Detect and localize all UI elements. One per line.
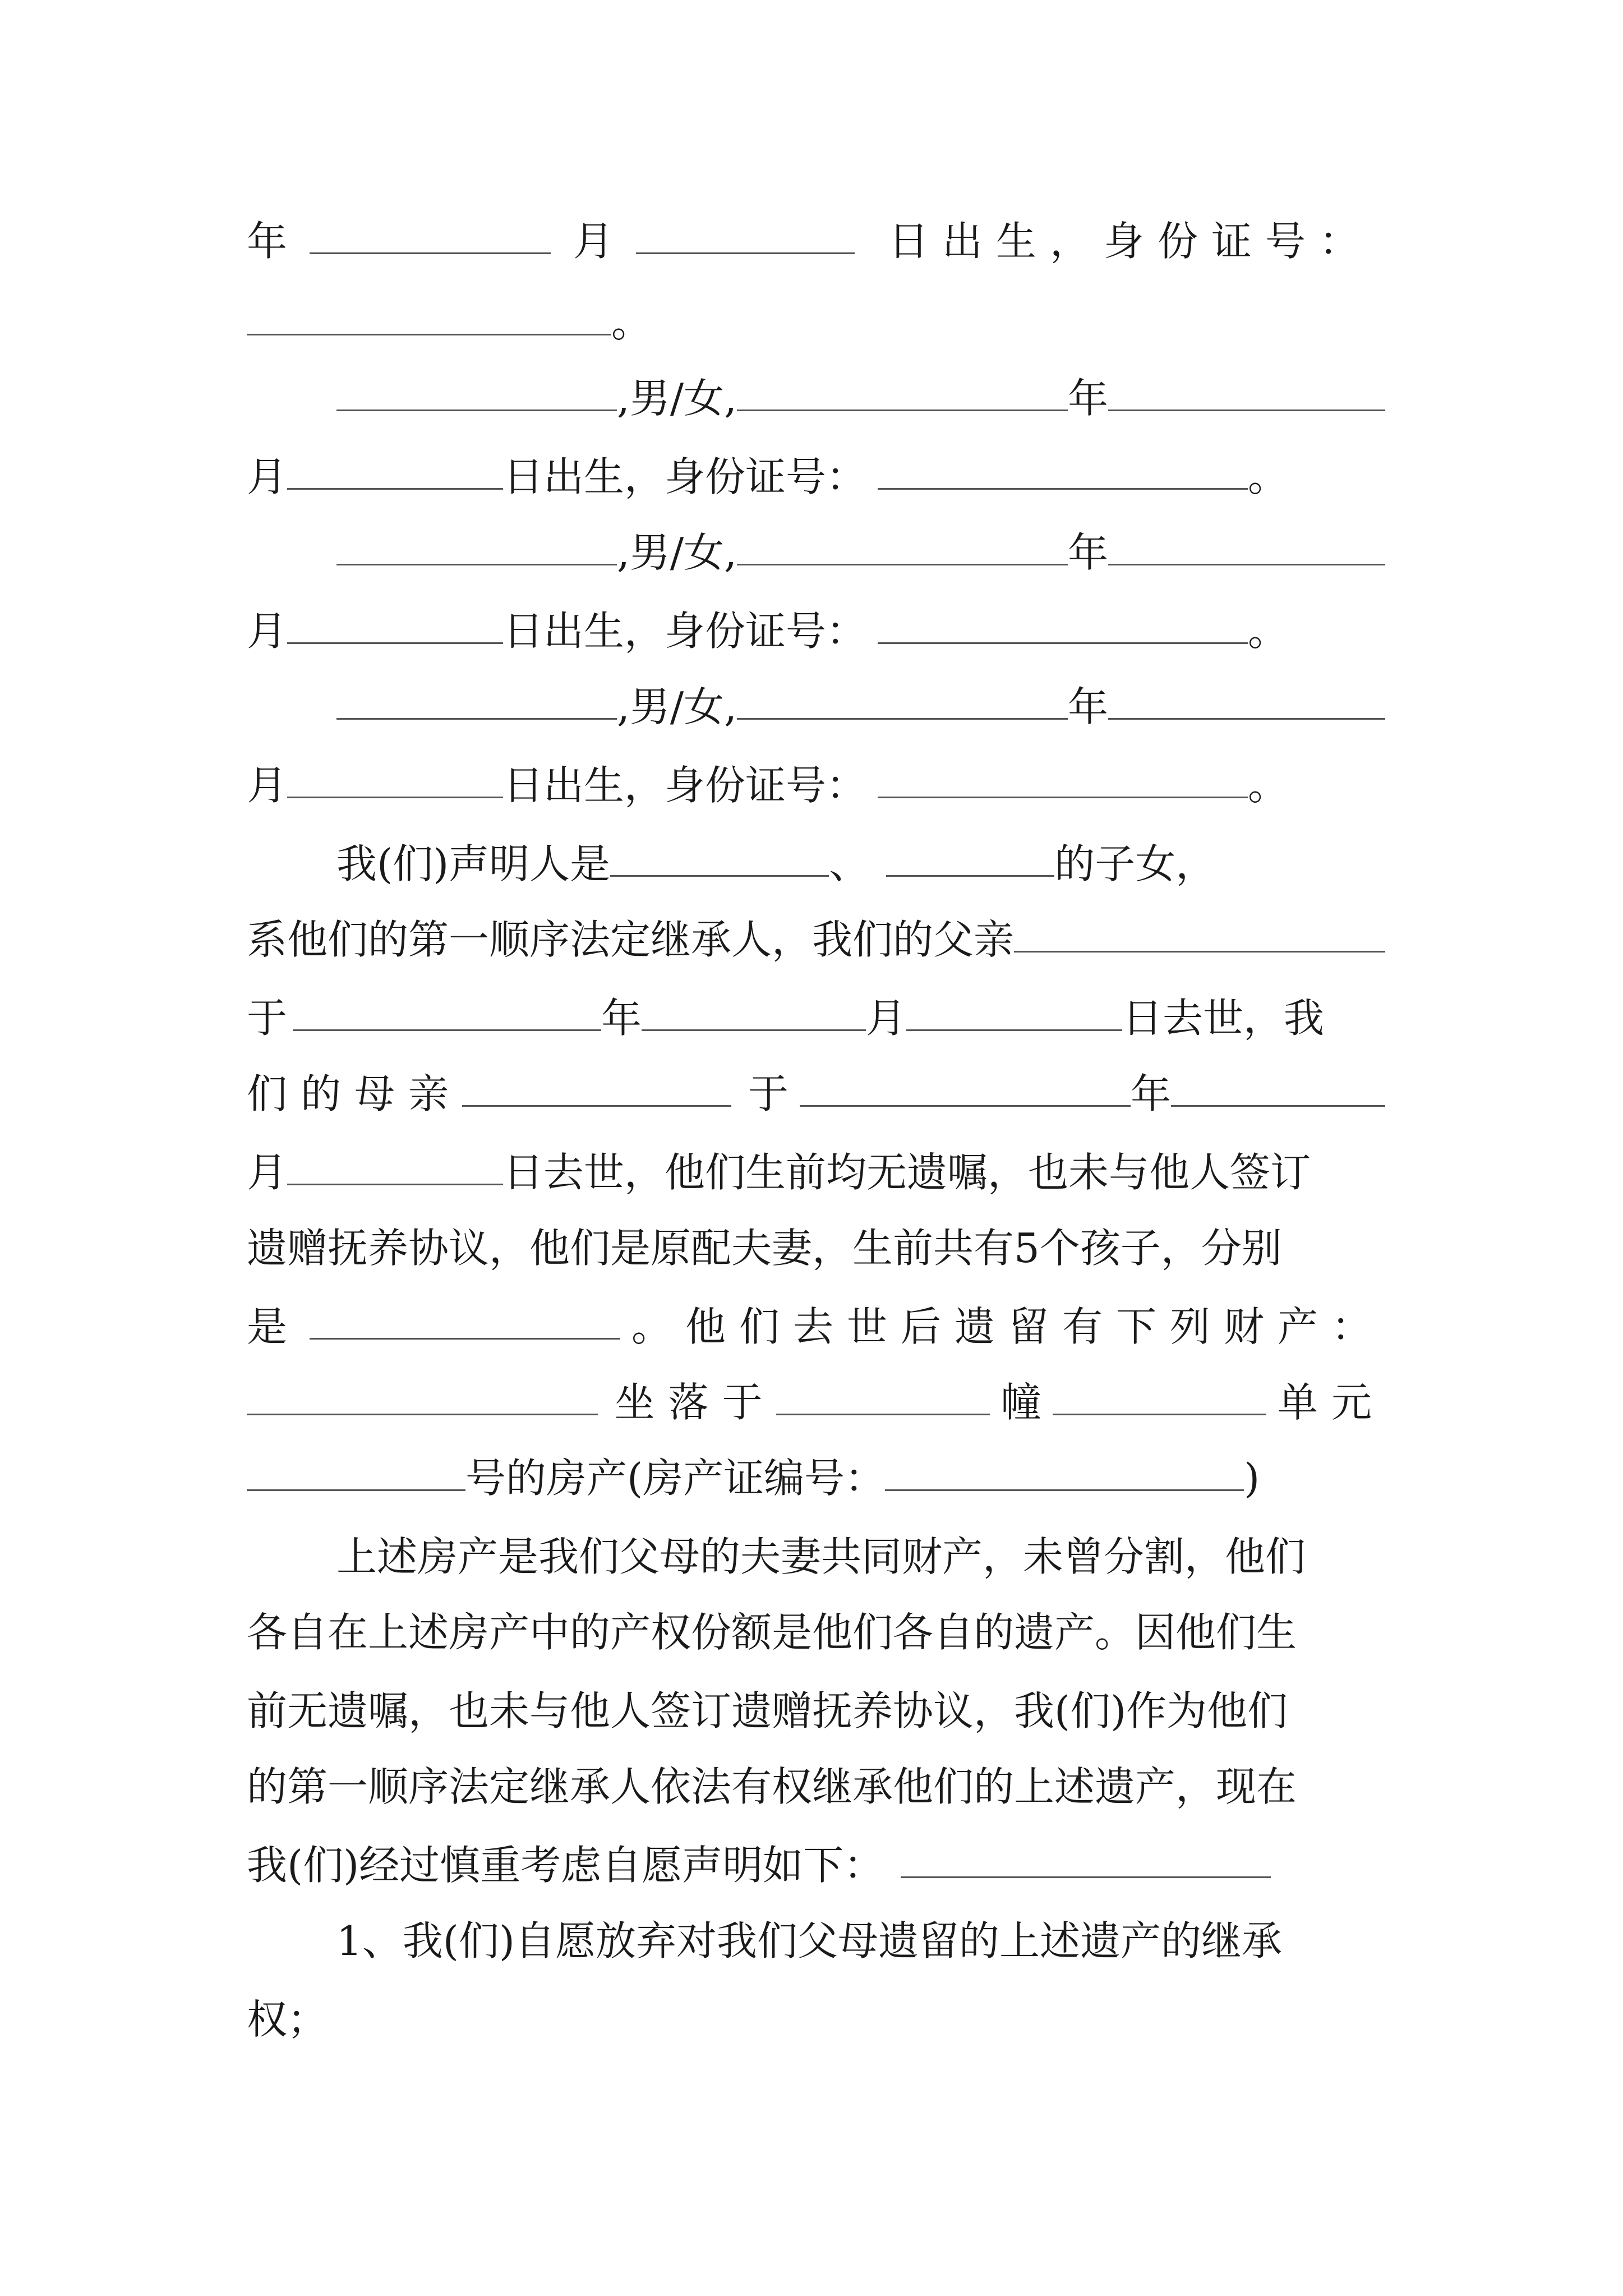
year-label: 年 bbox=[1068, 529, 1109, 576]
text-line bbox=[247, 1756, 1385, 1818]
text-line bbox=[247, 1217, 1385, 1279]
period: 。 bbox=[611, 299, 652, 346]
month-label: 月 bbox=[247, 608, 288, 655]
clause-1-line bbox=[336, 1910, 1385, 1972]
id-blank bbox=[878, 792, 1248, 798]
statement-line bbox=[247, 1834, 1385, 1896]
declarant-line bbox=[336, 833, 1385, 895]
building-blank bbox=[776, 1409, 990, 1415]
is-label: 是 bbox=[247, 1303, 288, 1350]
birth-year-blank bbox=[737, 405, 1068, 411]
year-label: 年 bbox=[601, 995, 642, 1042]
located-label: 坐落于 bbox=[614, 1379, 776, 1426]
death-text: 日去世，他们生前均无遗嘱，也未与他人签订 bbox=[503, 1149, 1311, 1196]
year-blank bbox=[293, 1025, 601, 1031]
death-text: 日去世，我 bbox=[1122, 995, 1325, 1042]
day-blank bbox=[906, 1025, 1122, 1031]
certificate-blank bbox=[885, 1485, 1244, 1491]
paragraph-text: 我(们)经过慎重考虑自愿声明如下： bbox=[247, 1842, 884, 1889]
birth-line-4 bbox=[247, 754, 1385, 816]
month-label: 月 bbox=[247, 453, 288, 500]
id-line-1 bbox=[247, 292, 1385, 353]
blank bbox=[287, 638, 503, 644]
close-paren: ) bbox=[1244, 1455, 1260, 1502]
year-label: 年 bbox=[1068, 683, 1109, 730]
blank bbox=[1171, 1101, 1385, 1107]
unit-label: 单元 bbox=[1278, 1379, 1386, 1426]
born-id-label: 日出生，身份证号： bbox=[503, 762, 867, 809]
property-label: 号的房产(房产证编号： bbox=[465, 1455, 886, 1502]
month-label: 月 bbox=[573, 218, 614, 265]
paragraph-text: 前无遗嘱，也未与他人签订遗赠抚养协议，我(们)作为他们 bbox=[247, 1687, 1288, 1734]
born-id-label: 日出生，身份证号： bbox=[503, 453, 867, 500]
mother-name-blank bbox=[886, 871, 1054, 877]
id-blank bbox=[878, 638, 1248, 644]
children-blank bbox=[310, 1333, 620, 1340]
room-blank bbox=[247, 1485, 465, 1491]
period: 。 bbox=[1248, 762, 1289, 809]
year-label: 年 bbox=[1068, 375, 1109, 422]
blank bbox=[636, 248, 855, 254]
address-blank bbox=[247, 1409, 598, 1415]
children-line bbox=[247, 1296, 1385, 1358]
birth-line-1 bbox=[247, 210, 1385, 272]
heir-line bbox=[247, 909, 1385, 970]
declarant-label: 我(们)声明人是 bbox=[336, 840, 611, 887]
gender-label: ,男/女, bbox=[617, 375, 737, 422]
on-label: 于 bbox=[748, 1070, 789, 1117]
gender-label: ,男/女, bbox=[617, 683, 737, 730]
name-blank bbox=[336, 559, 617, 565]
paragraph-text: 各自在上述房产中的产权份额是他们各自的遗产。因他们生 bbox=[247, 1609, 1297, 1656]
clause-1-end bbox=[247, 1989, 1385, 2050]
heir-text: 系他们的第一顺序法定继承人，我们的父亲 bbox=[247, 916, 1015, 963]
month-label: 月 bbox=[247, 762, 288, 809]
birth-year-blank bbox=[737, 559, 1068, 565]
month-label: 月 bbox=[866, 995, 907, 1042]
born-id-label: 日出生，身份证号： bbox=[503, 608, 867, 655]
on-label: 于 bbox=[247, 995, 288, 1042]
blank bbox=[1108, 559, 1385, 565]
blank bbox=[1108, 405, 1385, 411]
paragraph-text: 遗赠抚养协议，他们是原配夫妻，生前共有5个孩子，分别 bbox=[247, 1225, 1282, 1272]
gender-label: ,男/女, bbox=[617, 529, 737, 576]
mother-line bbox=[247, 1063, 1385, 1125]
father-blank bbox=[1014, 946, 1385, 953]
property-location-line bbox=[247, 1372, 1385, 1433]
name-blank bbox=[336, 714, 617, 720]
period: 。 bbox=[1248, 608, 1289, 655]
blank bbox=[1108, 714, 1385, 720]
father-name-blank bbox=[610, 871, 829, 877]
children-label: 的子女， bbox=[1054, 840, 1216, 887]
unit-blank bbox=[1053, 1409, 1266, 1415]
person-line-3 bbox=[336, 522, 1385, 583]
id-blank bbox=[878, 484, 1248, 490]
year-label: 年 bbox=[1131, 1070, 1172, 1117]
text-line bbox=[336, 1526, 1385, 1588]
statement-blank bbox=[901, 1872, 1271, 1878]
clause-text: 1、我(们)自愿放弃对我们父母遗留的上述遗产的继承 bbox=[336, 1917, 1282, 1964]
paragraph-text: 上述房产是我们父母的夫妻共同财产，未曾分割，他们 bbox=[336, 1533, 1306, 1580]
blank bbox=[287, 792, 503, 798]
separator: 、 bbox=[829, 840, 870, 887]
month-blank bbox=[642, 1025, 866, 1031]
birth-line-3 bbox=[247, 600, 1385, 662]
year-label: 年 bbox=[247, 218, 288, 265]
blank bbox=[310, 248, 551, 254]
estate-text: 。他们去世后遗留有下列财产： bbox=[631, 1303, 1385, 1350]
year-blank bbox=[800, 1101, 1131, 1107]
person-line-2 bbox=[336, 367, 1385, 429]
born-id-label: 日出生，身份证号： bbox=[888, 218, 1373, 265]
father-death-line bbox=[247, 987, 1385, 1049]
month-label: 月 bbox=[247, 1149, 288, 1196]
paragraph-text: 的第一顺序法定继承人依法有权继承他们的上述遗产，现在 bbox=[247, 1763, 1297, 1810]
day-blank bbox=[287, 1179, 503, 1185]
mother-blank bbox=[462, 1101, 731, 1107]
clause-text: 权； bbox=[247, 1996, 328, 2043]
mother-label: 们的母亲 bbox=[247, 1070, 463, 1117]
id-blank bbox=[247, 329, 611, 335]
name-blank bbox=[336, 405, 617, 411]
blank bbox=[287, 484, 503, 490]
period: 。 bbox=[1248, 453, 1289, 500]
birth-year-blank bbox=[737, 714, 1068, 720]
building-label: 幢 bbox=[1000, 1379, 1041, 1426]
text-line bbox=[247, 1680, 1385, 1742]
mother-death-line bbox=[247, 1142, 1385, 1203]
person-line-4 bbox=[336, 676, 1385, 738]
birth-line-2 bbox=[247, 446, 1385, 508]
text-line bbox=[247, 1602, 1385, 1663]
property-number-line bbox=[247, 1447, 1385, 1509]
